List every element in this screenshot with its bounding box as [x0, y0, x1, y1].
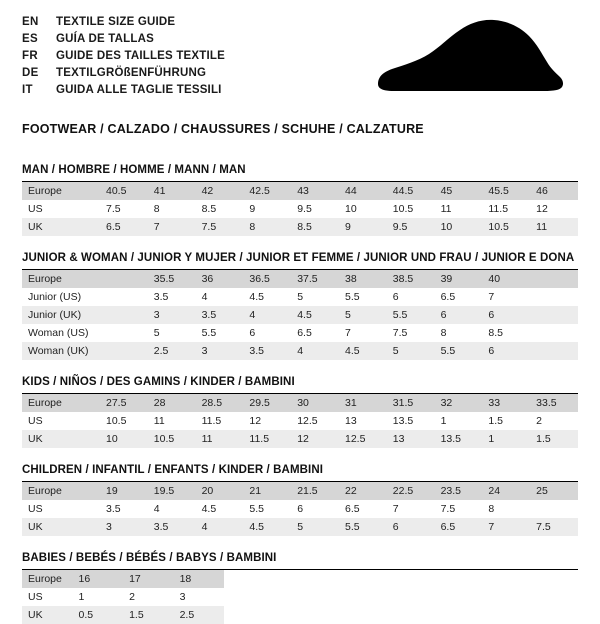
- language-code: FR: [22, 50, 38, 62]
- cell: 11.5: [482, 200, 530, 218]
- table-row: [22, 270, 578, 288]
- language-row: [22, 14, 225, 31]
- cell: 21.5: [291, 482, 339, 500]
- cell: 1: [435, 412, 483, 430]
- cell: [325, 588, 376, 606]
- cell: 6: [387, 518, 435, 536]
- cell: 28: [148, 394, 196, 412]
- row-label: Woman (UK): [22, 342, 100, 360]
- cell: [527, 606, 578, 624]
- cell: 3.5: [148, 288, 196, 306]
- cell: 6: [243, 324, 291, 342]
- cell: 3.5: [148, 518, 196, 536]
- cell: 24: [482, 482, 530, 500]
- cell: 10: [100, 430, 148, 448]
- cell: 1.5: [123, 606, 174, 624]
- cell: 5: [291, 518, 339, 536]
- table-row: [22, 342, 578, 360]
- cell: 38: [339, 270, 387, 288]
- cell: 5.5: [339, 518, 387, 536]
- language-row: [22, 48, 225, 65]
- cell: 7.5: [387, 324, 435, 342]
- cell: [530, 500, 578, 518]
- cell: [100, 342, 148, 360]
- cell: 5: [291, 288, 339, 306]
- cell: 3.5: [243, 342, 291, 360]
- cell: 8.5: [196, 200, 244, 218]
- cell: [530, 342, 578, 360]
- cell: 5.5: [339, 288, 387, 306]
- cell: 19: [100, 482, 148, 500]
- cell: 3: [148, 306, 196, 324]
- cell: 46: [530, 182, 578, 200]
- cell: 10.5: [387, 200, 435, 218]
- cell: [426, 570, 477, 588]
- cell: 9.5: [291, 200, 339, 218]
- cell: [527, 570, 578, 588]
- table-row: [22, 606, 578, 624]
- cell: 8: [148, 200, 196, 218]
- language-title: GUÍA DE TALLAS: [56, 33, 154, 45]
- cell: 16: [73, 570, 124, 588]
- row-label: Junior (UK): [22, 306, 100, 324]
- size-table: [22, 482, 578, 536]
- cell: 36.5: [243, 270, 291, 288]
- cell: 8.5: [482, 324, 530, 342]
- cell: 11.5: [196, 412, 244, 430]
- cell: 7: [387, 500, 435, 518]
- section-title: CHILDREN / INFANTIL / ENFANTS / KINDER / BAMBINI: [22, 462, 578, 482]
- cell: 12: [530, 200, 578, 218]
- cell: 0.5: [73, 606, 124, 624]
- table-row: [22, 570, 578, 588]
- row-label: US: [22, 588, 73, 606]
- cell: 8: [435, 324, 483, 342]
- cell: 7: [148, 218, 196, 236]
- section-title: MAN / HOMBRE / HOMME / MANN / MAN: [22, 162, 578, 182]
- table-row: [22, 588, 578, 606]
- row-label: Woman (US): [22, 324, 100, 342]
- cell: 6.5: [100, 218, 148, 236]
- cell: 45: [435, 182, 483, 200]
- cell: [224, 606, 275, 624]
- cell: 1.5: [530, 430, 578, 448]
- cell: 4.5: [196, 500, 244, 518]
- language-code: ES: [22, 33, 38, 45]
- row-label: UK: [22, 430, 100, 448]
- cell: 7: [482, 288, 530, 306]
- cell: 7: [482, 518, 530, 536]
- language-title: GUIDA ALLE TAGLIE TESSILI: [56, 84, 222, 96]
- cell: 10.5: [100, 412, 148, 430]
- cell: 17: [123, 570, 174, 588]
- row-label: US: [22, 500, 100, 518]
- cell: 23.5: [435, 482, 483, 500]
- cell: 37.5: [291, 270, 339, 288]
- cell: 8.5: [291, 218, 339, 236]
- cell: 5: [387, 342, 435, 360]
- cell: 2: [530, 412, 578, 430]
- cell: [426, 588, 477, 606]
- cell: 42.5: [243, 182, 291, 200]
- language-title-list: [22, 14, 225, 99]
- section-title: BABIES / BEBÉS / BÉBÉS / BABYS / BAMBINI: [22, 550, 578, 570]
- section-children: [22, 462, 578, 536]
- cell: [224, 588, 275, 606]
- cell: 40.5: [100, 182, 148, 200]
- cell: 7.5: [435, 500, 483, 518]
- cell: 1: [482, 430, 530, 448]
- cell: 6.5: [291, 324, 339, 342]
- cell: 31: [339, 394, 387, 412]
- row-label: Europe: [22, 270, 100, 288]
- cell: 31.5: [387, 394, 435, 412]
- cell: 9: [243, 200, 291, 218]
- cell: 9: [339, 218, 387, 236]
- cell: 3: [196, 342, 244, 360]
- cell: 10: [435, 218, 483, 236]
- cell: 3.5: [196, 306, 244, 324]
- cell: 1: [73, 588, 124, 606]
- language-row: [22, 31, 225, 48]
- cell: 4.5: [291, 306, 339, 324]
- language-code: DE: [22, 67, 39, 79]
- cell: [376, 588, 427, 606]
- table-row: [22, 412, 578, 430]
- row-label: Europe: [22, 394, 100, 412]
- dress-shoe-icon: [374, 16, 564, 96]
- cell: 8: [243, 218, 291, 236]
- cell: 6: [482, 342, 530, 360]
- cell: 7.5: [196, 218, 244, 236]
- cell: 6: [482, 306, 530, 324]
- cell: 2: [123, 588, 174, 606]
- cell: 42: [196, 182, 244, 200]
- cell: 20: [196, 482, 244, 500]
- row-label: Junior (US): [22, 288, 100, 306]
- cell: 4.5: [243, 518, 291, 536]
- cell: 45.5: [482, 182, 530, 200]
- row-label: Europe: [22, 482, 100, 500]
- language-title: TEXTILE SIZE GUIDE: [56, 16, 176, 28]
- cell: [530, 288, 578, 306]
- cell: [275, 606, 326, 624]
- cell: 2.5: [148, 342, 196, 360]
- cell: 13.5: [387, 412, 435, 430]
- cell: [100, 324, 148, 342]
- table-row: [22, 306, 578, 324]
- cell: 21: [243, 482, 291, 500]
- cell: 6.5: [339, 500, 387, 518]
- section-man: [22, 162, 578, 236]
- cell: 12.5: [291, 412, 339, 430]
- cell: 29.5: [243, 394, 291, 412]
- cell: 9.5: [387, 218, 435, 236]
- cell: 40: [482, 270, 530, 288]
- size-table: [22, 394, 578, 448]
- cell: 4: [196, 518, 244, 536]
- cell: 10: [339, 200, 387, 218]
- size-table: [22, 270, 578, 360]
- cell: 41: [148, 182, 196, 200]
- cell: 8: [482, 500, 530, 518]
- cell: 30: [291, 394, 339, 412]
- cell: 12.5: [339, 430, 387, 448]
- cell: 5.5: [387, 306, 435, 324]
- cell: 11: [148, 412, 196, 430]
- cell: 2.5: [174, 606, 225, 624]
- cell: 4: [196, 288, 244, 306]
- cell: 32: [435, 394, 483, 412]
- cell: [325, 606, 376, 624]
- cell: [275, 570, 326, 588]
- cell: [530, 270, 578, 288]
- cell: 6: [387, 288, 435, 306]
- cell: 33.5: [530, 394, 578, 412]
- size-table: [22, 570, 578, 624]
- cell: 3.5: [100, 500, 148, 518]
- cell: 11: [530, 218, 578, 236]
- section-title: KIDS / NIÑOS / DES GAMINS / KINDER / BAMBINI: [22, 374, 578, 394]
- section-babies: [22, 550, 578, 624]
- cell: 44.5: [387, 182, 435, 200]
- language-code: IT: [22, 84, 33, 96]
- cell: [275, 588, 326, 606]
- cell: 4: [148, 500, 196, 518]
- table-row: [22, 200, 578, 218]
- cell: 33: [482, 394, 530, 412]
- table-row: [22, 182, 578, 200]
- cell: 4.5: [339, 342, 387, 360]
- cell: 5.5: [196, 324, 244, 342]
- category-title: FOOTWEAR / CALZADO / CHAUSSURES / SCHUHE / CALZATURE: [22, 122, 424, 136]
- language-title: TEXTILGRÖßENFÜHRUNG: [56, 67, 207, 79]
- cell: 6.5: [435, 518, 483, 536]
- cell: [100, 306, 148, 324]
- cell: 3: [100, 518, 148, 536]
- cell: 6.5: [435, 288, 483, 306]
- cell: 39: [435, 270, 483, 288]
- table-row: [22, 482, 578, 500]
- cell: [477, 570, 528, 588]
- cell: 13: [387, 430, 435, 448]
- cell: 7.5: [530, 518, 578, 536]
- table-row: [22, 394, 578, 412]
- table-row: [22, 288, 578, 306]
- cell: 5.5: [243, 500, 291, 518]
- cell: [530, 306, 578, 324]
- cell: 6: [435, 306, 483, 324]
- language-row: [22, 82, 225, 99]
- cell: 38.5: [387, 270, 435, 288]
- cell: [477, 588, 528, 606]
- cell: 4: [291, 342, 339, 360]
- table-row: [22, 324, 578, 342]
- cell: [527, 588, 578, 606]
- cell: 25: [530, 482, 578, 500]
- cell: [376, 570, 427, 588]
- language-row: [22, 65, 225, 82]
- cell: 10.5: [482, 218, 530, 236]
- cell: 7.5: [100, 200, 148, 218]
- section-title: JUNIOR & WOMAN / JUNIOR Y MUJER / JUNIOR ET FEMME / JUNIOR UND FRAU / JUNIOR E DONA: [22, 250, 578, 270]
- cell: 43: [291, 182, 339, 200]
- row-label: UK: [22, 518, 100, 536]
- cell: [100, 288, 148, 306]
- cell: 5.5: [435, 342, 483, 360]
- row-label: Europe: [22, 182, 100, 200]
- cell: [100, 270, 148, 288]
- cell: 28.5: [196, 394, 244, 412]
- cell: 12: [243, 412, 291, 430]
- table-row: [22, 518, 578, 536]
- cell: 11: [196, 430, 244, 448]
- cell: 12: [291, 430, 339, 448]
- language-title: GUIDE DES TAILLES TEXTILE: [56, 50, 225, 62]
- cell: 10.5: [148, 430, 196, 448]
- cell: 11: [435, 200, 483, 218]
- document-header: [0, 0, 600, 112]
- cell: 27.5: [100, 394, 148, 412]
- cell: 13: [339, 412, 387, 430]
- cell: 35.5: [148, 270, 196, 288]
- cell: 18: [174, 570, 225, 588]
- row-label: US: [22, 200, 100, 218]
- cell: 36: [196, 270, 244, 288]
- cell: 1.5: [482, 412, 530, 430]
- cell: 11.5: [243, 430, 291, 448]
- cell: 22: [339, 482, 387, 500]
- size-table: [22, 182, 578, 236]
- cell: 44: [339, 182, 387, 200]
- cell: 6: [291, 500, 339, 518]
- cell: [530, 324, 578, 342]
- cell: [477, 606, 528, 624]
- cell: 4: [243, 306, 291, 324]
- cell: [224, 570, 275, 588]
- section-kids: [22, 374, 578, 448]
- cell: 4.5: [243, 288, 291, 306]
- row-label: UK: [22, 606, 73, 624]
- cell: 3: [174, 588, 225, 606]
- size-sections: [0, 162, 600, 624]
- cell: [376, 606, 427, 624]
- cell: 13.5: [435, 430, 483, 448]
- section-junior-woman: [22, 250, 578, 360]
- table-row: [22, 430, 578, 448]
- cell: [426, 606, 477, 624]
- cell: 5: [339, 306, 387, 324]
- row-label: Europe: [22, 570, 73, 588]
- table-row: [22, 500, 578, 518]
- cell: 5: [148, 324, 196, 342]
- row-label: UK: [22, 218, 100, 236]
- table-row: [22, 218, 578, 236]
- row-label: US: [22, 412, 100, 430]
- cell: [325, 570, 376, 588]
- cell: 19.5: [148, 482, 196, 500]
- cell: 7: [339, 324, 387, 342]
- language-code: EN: [22, 16, 39, 28]
- cell: 22.5: [387, 482, 435, 500]
